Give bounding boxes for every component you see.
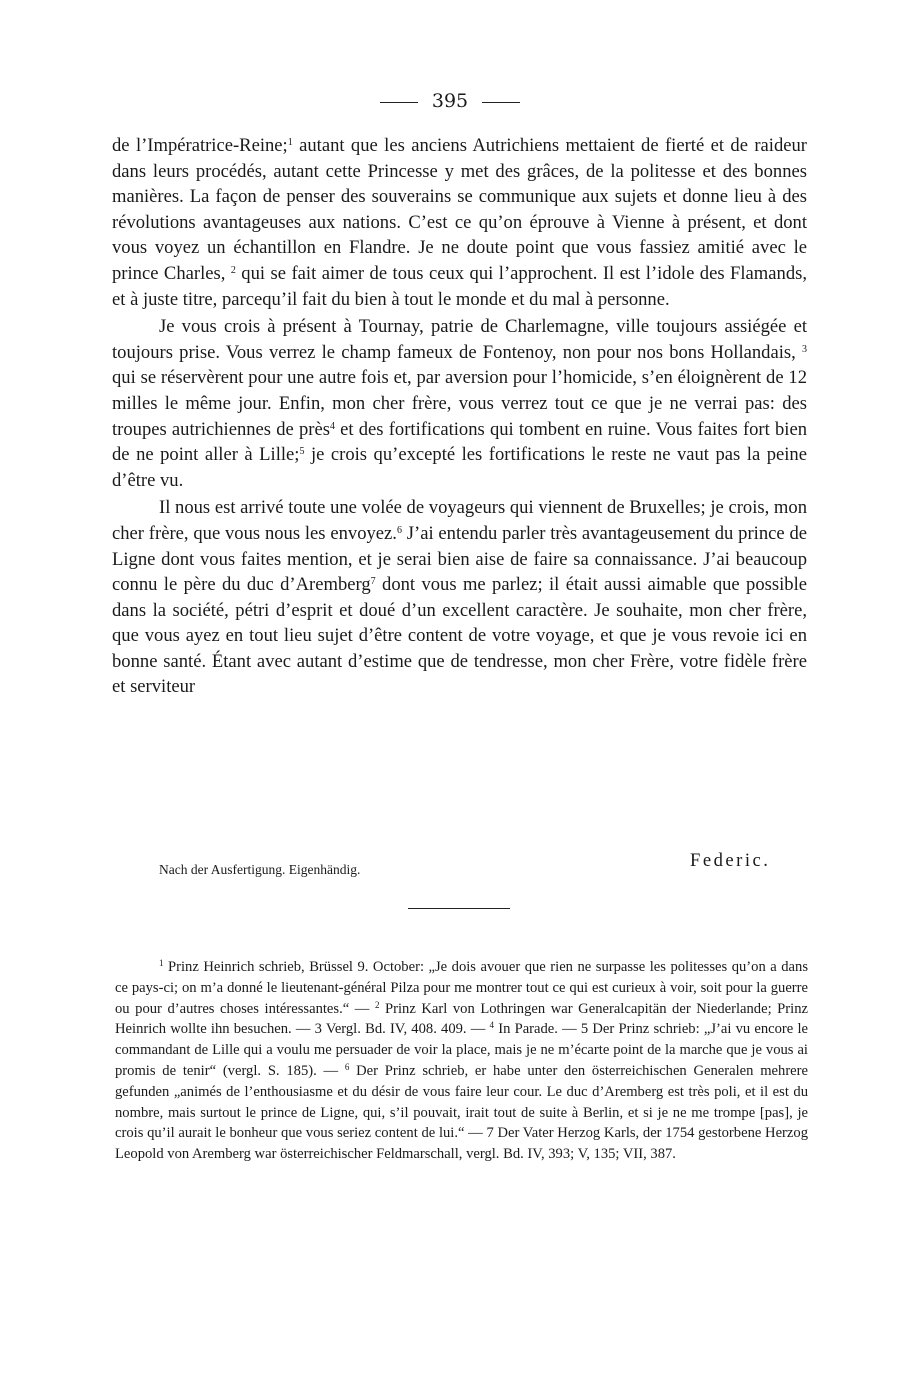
footnote-marker: 1 <box>287 137 293 148</box>
header-rule-right <box>482 102 520 103</box>
footnote-marker: 2 <box>374 999 380 1010</box>
footnote-marker: 4 <box>489 1020 495 1031</box>
source-note: Nach der Ausfertigung. Eigenhändig. <box>159 862 361 877</box>
text-run: Prinz Karl von Lothringen war Generalcapitän der Niederlande; Prinz Heinrich wollte ihn besuchen. — 3 Vergl. Bd. IV, 408. 409. — <box>115 1000 808 1038</box>
footnote-marker: 6 <box>344 1061 350 1072</box>
footnote-marker: 4 <box>329 420 335 432</box>
text-run: qui se réservèrent pour une autre fois et, par aversion pour l’homicide, s’en éloignèrent de 12 milles le même jour. Enfin, mon cher frère, vous verrez tout ce que je ne verrai pas: des troupes autrichiennes de près <box>112 367 807 440</box>
footnotes <box>115 957 808 1165</box>
text-run: qui se fait aimer de tous ceux qui l’approchent. Il est l’idole des Flamands, et à juste titre, parcequ’il fait du bien à tout le monde et du mal à personne. <box>112 262 808 310</box>
text-run: dont vous me parlez; il était aussi aimable que possible dans la société, pétri d’esprit et doué d’un excellent caractère. Je souhaite, mon cher frère, que vous ayez en tout lieu sujet d’être content de votre voyage, et que je vous revoie ici en bonne santé. Étant avec autant d’estime que de tendresse, mon cher Frère, votre fidèle frère et serviteur <box>112 574 807 698</box>
text-run: Il nous est arrivé toute une volée de voyageurs qui viennent de Bruxelles; je crois, mon cher frère, que vous nous les envoyez. <box>112 497 807 544</box>
footnote-marker: 2 <box>230 264 236 276</box>
text-run: autant que les anciens Autrichiens mettaient de fierté et de raideur dans leurs procédés, autant cette Princesse y met des grâces, de la politesse et des bonnes manières. La façon de penser des souverains se communique aux sujets et donne lieu à des révolutions avantageuses aux nations. C’est ce qu’on éprouve à Vienne à présent, et dont vous voyez un échantillon en Flandre. Je ne doute point que vous fassiez amitié avec le prince Charles, <box>112 135 807 284</box>
text-run: de l’Impératrice-Reine; <box>112 135 288 156</box>
page-number: 395 <box>431 90 469 112</box>
text-run: je crois qu’excepté les fortifications le reste ne vaut pas la peine d’être vu. <box>112 444 807 491</box>
header-rule-left <box>380 102 418 103</box>
text-run: Prinz Heinrich schrieb, Brüssel 9. October: „Je dois avouer que rien ne surpasse les politesses qu’on a dans ce pays-ci; on m’a donné le lieutenant-général Pilza pour me montrer tout ce qui est curieux à voir, soit pour la guerre ou pour d’autres choses intéressantes.“ — <box>115 959 808 1017</box>
signature: Federic. <box>690 850 771 871</box>
text-run: Der Prinz schrieb, er habe unter den österreichischen Generalen mehrere gefunden „animés de l’enthousiasme et du désir de vous faire leur cour. Le duc d’Aremberg est très poli, et il est du nombre, mais surtout le prince de Ligne, qui, s’il pouvait, irait tout de suite à Berlin, et si je ne me trompe [pas], je crois qu’il aurait le bonheur que vous seriez content de lui.“ — 7 Der Vater Herzog Karls, der 1754 gestorbene Herzog Leopold von Aremberg war österreichischer Feldmarschall, vergl. Bd. IV, 393; V, 135; VII, 387. <box>115 1062 808 1163</box>
paragraph <box>112 133 807 312</box>
letter-body <box>112 133 807 700</box>
text-run: Je vous crois à présent à Tournay, patrie de Charlemagne, ville toujours assiégée et toujours prise. Vous verrez le champ fameux de Fontenoy, non pour nos bons Hollandais, <box>112 316 807 363</box>
paragraph <box>112 495 807 700</box>
text-run: J’ai entendu parler très avantageusement du prince de Ligne dont vous faites mention, et je serai bien aise de faire sa connaissance. J’ai beaucoup connu le père du duc d’Aremberg <box>112 522 807 596</box>
page-header <box>0 86 900 116</box>
text-run: et des fortifications qui tombent en ruine. Vous faites fort bien de ne point aller à Lille; <box>112 418 807 466</box>
footnote-marker: 5 <box>299 446 305 458</box>
paragraph <box>112 314 807 493</box>
footnote-marker: 6 <box>396 524 402 536</box>
footnote-divider <box>408 908 510 909</box>
footnotes-paragraph <box>115 957 808 1165</box>
footnote-marker: 7 <box>370 576 376 588</box>
text-run: In Parade. — 5 Der Prinz schrieb: „J’ai vu encore le commandant de Lille qui a voulu me persuader de voir la place, mais je ne m’écarte point de la marche que je vous ai promis de tenir“ (vergl. S. 185). — <box>115 1021 808 1079</box>
footnote-marker: 1 <box>159 958 164 968</box>
footnote-marker: 3 <box>802 343 807 355</box>
